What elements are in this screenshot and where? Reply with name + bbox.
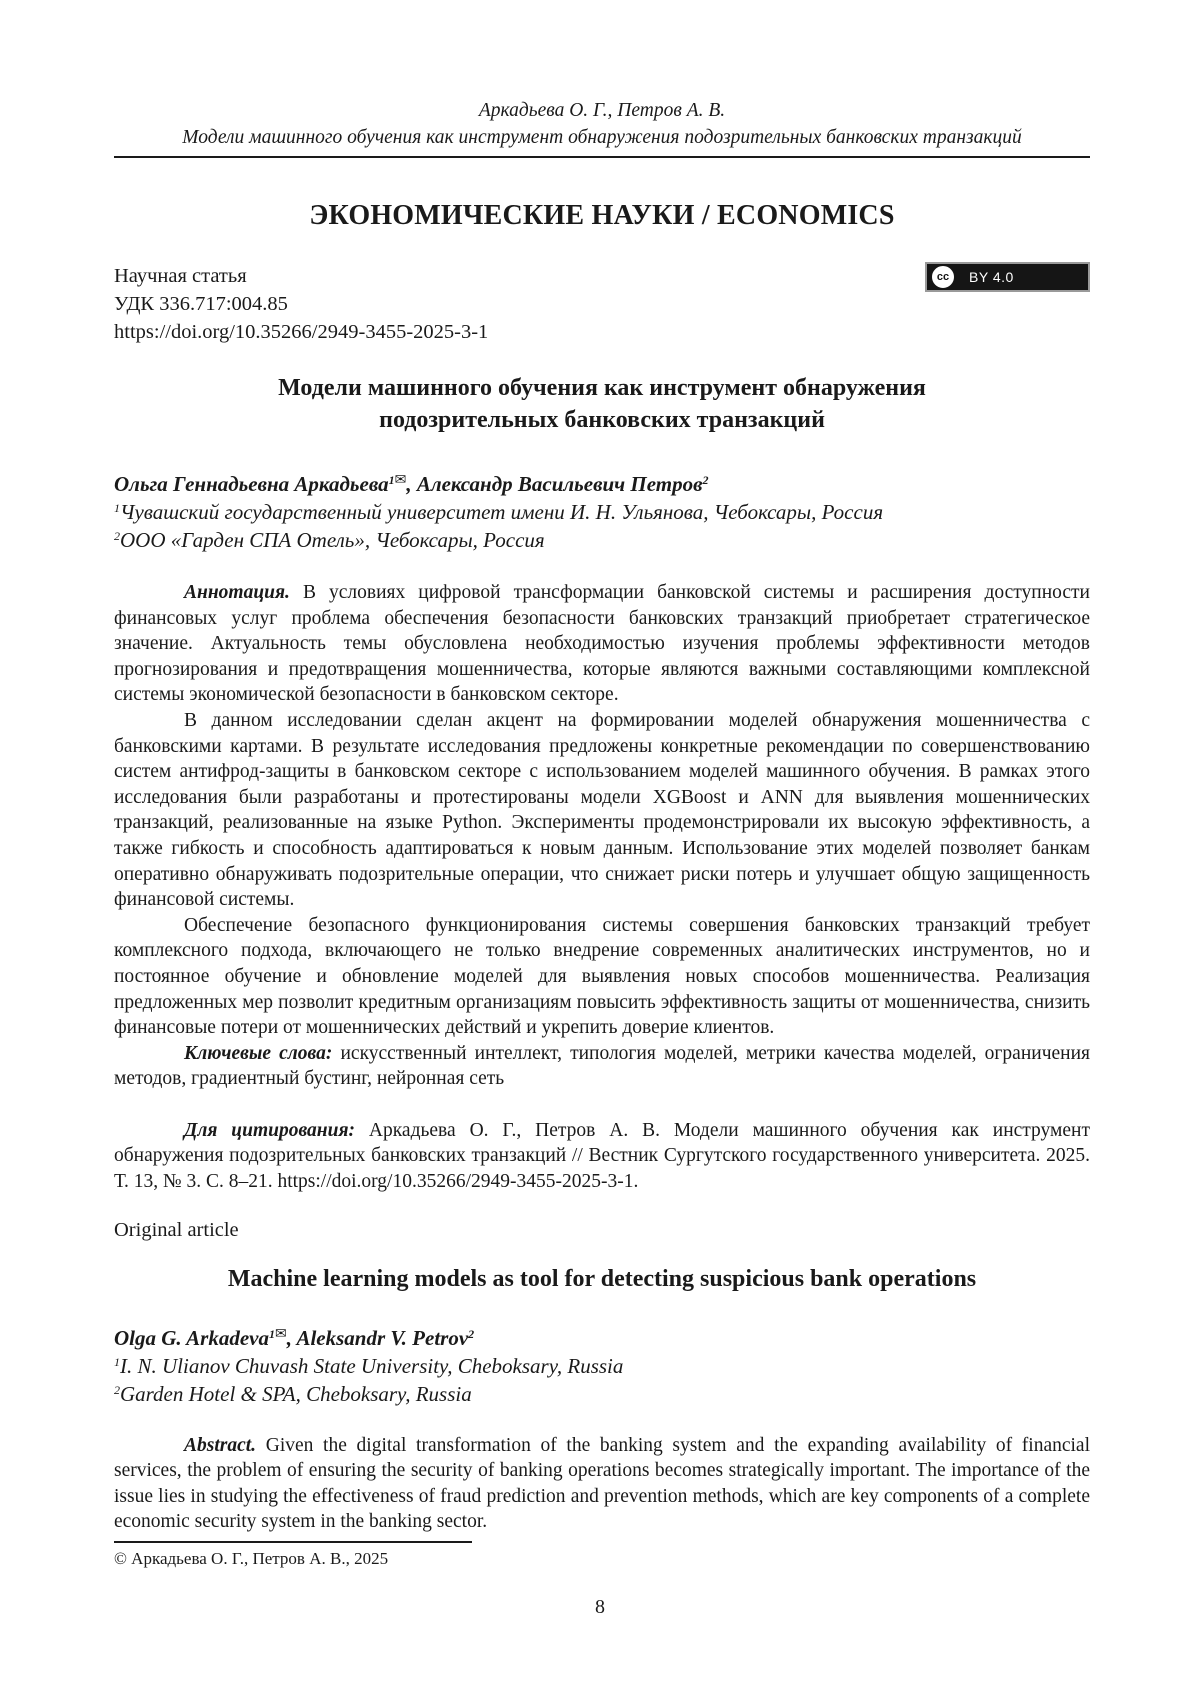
author1-sup: 1	[388, 473, 395, 487]
keywords-ru-label: Ключевые слова:	[184, 1042, 333, 1064]
header-rule	[114, 156, 1090, 158]
author-separator-en: ,	[286, 1325, 297, 1350]
author-separator: ,	[406, 472, 417, 496]
authors-en	[114, 1321, 1090, 1408]
footnote-rule	[114, 1541, 472, 1543]
abstract-ru-p1-text: В условиях цифровой трансформации банковской системы и расширения доступности финансовых услуг проблема обеспечения безопасности банковских транзакций приобретает стратегическое значение. Актуальность темы обусловлена необходимостью изучения проблемы эффективности методов прогнозирования и предотвращения мошенничества, которые являются важными составляющими комплексной системы экономической безопасности в банковском секторе.	[114, 582, 1090, 706]
abstract-ru-p1	[114, 580, 1090, 708]
citation-label: Для цитирования:	[184, 1119, 356, 1141]
keywords-ru-text: искусственный интеллект, типология моделей, метрики качества моделей, ограничения методов, градиентный бустинг, нейронная сеть	[114, 1042, 1091, 1090]
affiliation-2-en	[114, 1380, 1090, 1408]
author2-sup: 2	[702, 473, 709, 487]
article-title-en: Machine learning models as tool for detecting suspicious bank operations	[227, 1265, 977, 1292]
abstract-en	[114, 1433, 1090, 1535]
article-title-line1: Модели машинного обучения как инструмент обнаружения	[278, 375, 926, 401]
envelope-icon[interactable]: ✉	[394, 473, 407, 488]
aff1-sup: 1	[114, 501, 120, 515]
running-head-authors: Аркадьева О. Г., Петров А. В.	[478, 100, 726, 121]
license-label: BY 4.0	[969, 269, 1014, 285]
article-type: Научная статья	[114, 265, 247, 287]
aff2-sup: 2	[114, 529, 120, 543]
abstract-ru-label: Аннотация.	[184, 582, 290, 603]
aff2-text-en: Garden Hotel & SPA, Cheboksary, Russia	[120, 1381, 472, 1406]
affiliation-2	[114, 526, 1090, 554]
authors-ru	[114, 467, 1090, 554]
original-article-label: Original article	[114, 1218, 239, 1241]
cc-by-icon[interactable]	[925, 262, 1090, 292]
author2-sup-en: 2	[468, 1326, 475, 1341]
copyright-footnote: © Аркадьева О. Г., Петров А. В., 2025	[114, 1549, 389, 1568]
aff1-text: Чувашский государственный университет имени И. Н. Ульянова, Чебоксары, Россия	[120, 500, 884, 524]
running-head-title: Модели машинного обучения как инструмент обнаружения подозрительных банковских транзакций	[182, 127, 1022, 148]
citation-text: Аркадьева О. Г., Петров А. В. Модели машинного обучения как инструмент обнаружения подозрительных банковских транзакций // Вестник Сургутского государственного университета. 2025. Т. 13, № 3. С. 8–21. https://doi.org/10.35266/2949-3455-2025-3-1.	[114, 1119, 1090, 1193]
abstract-ru-p2: В данном исследовании сделан акцент на формировании моделей обнаружения мошенничества с банковскими картами. В результате исследования предложены конкретные рекомендации по совершенствованию систем антифрод-защиты в банковском секторе с использованием моделей машинного обучения. В рамках этого исследования были разработаны и протестированы модели XGBoost и ANN для выявления мошеннических транзакций, реализованные на языке Python. Эксперименты продемонстрировали их высокую эффективность, а также гибкость и способность адаптироваться к новым данным. Использование этих моделей позволяет банкам оперативно обнаруживать подозрительные операции, что снижает риски потерь и улучшает общую защищенность финансовой системы.	[114, 709, 1090, 911]
aff1-text-en: I. N. Ulianov Chuvash State University, Cheboksary, Russia	[120, 1353, 624, 1378]
aff2-sup-en: 2	[114, 1382, 120, 1397]
citation-ru	[114, 1118, 1090, 1195]
author2-name: Александр Васильевич Петров	[416, 472, 703, 496]
section-title: ЭКОНОМИЧЕСКИЕ НАУКИ / ECONOMICS	[309, 200, 895, 231]
affiliation-1-en	[114, 1352, 1090, 1380]
author-names-ru	[114, 467, 1090, 498]
udc-code: УДК 336.717:004.85	[114, 293, 288, 315]
abstract-en-label: Abstract.	[184, 1434, 257, 1456]
article-meta	[114, 262, 1090, 346]
affiliation-1	[114, 498, 1090, 526]
abstract-ru	[114, 580, 1090, 1092]
author1-name-en: Olga G. Arkadeva	[114, 1325, 269, 1350]
article-title-line2: подозрительных банковских транзакций	[379, 407, 825, 433]
abstract-en-text: Given the digital transformation of the banking system and the expanding availability of financial services, the problem of ensuring the security of banking operations becomes strategically important. The importance of the issue lies in studying the effectiveness of fraud prediction and prevention methods, which are key components of a complete economic security system in the banking sector.	[114, 1434, 1090, 1533]
envelope-icon[interactable]: ✉	[274, 1326, 287, 1342]
doi-link[interactable]: https://doi.org/10.35266/2949-3455-2025-3-1	[114, 321, 489, 343]
author-names-en	[114, 1321, 1090, 1352]
aff2-text: ООО «Гарден СПА Отель», Чебоксары, Россия	[120, 528, 545, 552]
page-content	[114, 0, 1090, 1535]
author2-name-en: Aleksandr V. Petrov	[296, 1325, 469, 1350]
author1-name: Ольга Геннадьевна Аркадьева	[114, 472, 389, 496]
aff1-sup-en: 1	[114, 1354, 120, 1369]
author1-sup-en: 1	[268, 1326, 275, 1341]
cc-mark: cc	[930, 264, 956, 290]
article-title-ru	[114, 372, 1090, 436]
abstract-ru-p3: Обеспечение безопасного функционирования системы совершения банковских транзакций требует комплексного подхода, включающего не только внедрение современных аналитических инструментов, но и постоянное обучение и обновление моделей для выявления новых способов мошенничества. Реализация предложенных мер позволит кредитным организациям повысить эффективность защиты от мошенничества, снизить финансовые потери от мошеннических действий и укрепить доверие клиентов.	[114, 914, 1090, 1039]
keywords-ru	[114, 1041, 1090, 1092]
page-number: 8	[595, 1596, 605, 1618]
